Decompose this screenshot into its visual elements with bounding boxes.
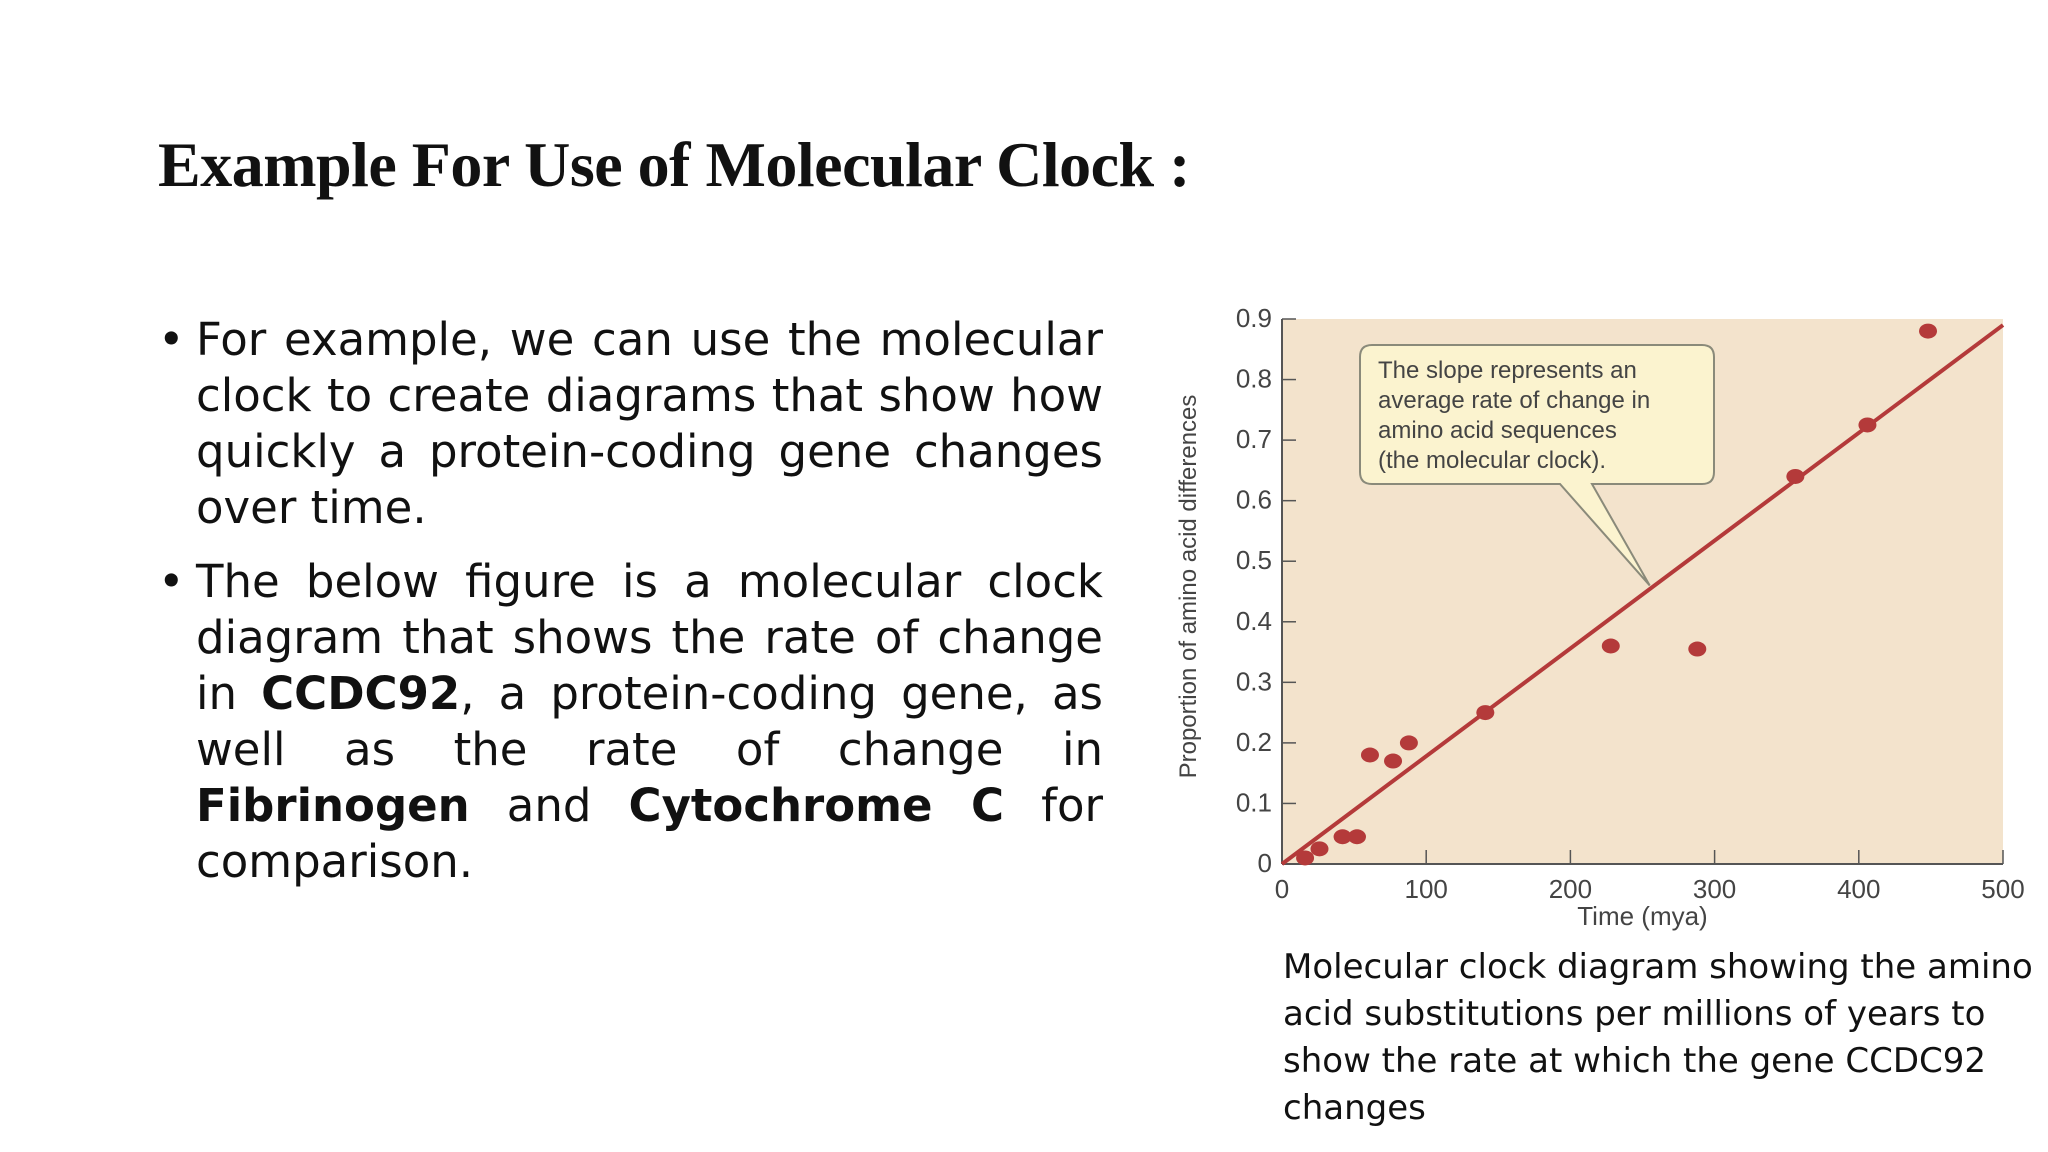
- y-tick-label: 0.5: [1235, 545, 1272, 576]
- data-point: [1400, 735, 1418, 750]
- bullet-text-2-part-3: , a protein-coding gene, as well as the rate of change in: [196, 667, 1103, 776]
- data-point: [1476, 705, 1494, 720]
- y-tick-label: 0.8: [1235, 363, 1272, 394]
- bullet-marker: •: [158, 313, 185, 366]
- bullet-marker: •: [158, 555, 185, 608]
- y-axis-label: Proportion of amino acid differences: [1175, 394, 1202, 779]
- y-tick-label: 0.1: [1235, 787, 1272, 818]
- data-point: [1296, 850, 1314, 865]
- x-tick-label: 400: [1837, 874, 1881, 904]
- gene-name-ccdc92: CCDC92: [261, 667, 461, 720]
- x-tick-label: 200: [1548, 874, 1593, 904]
- figure-caption: Molecular clock diagram showing the amino acid substitutions per millions of years to show the rate at which the gene CCDC92 changes: [1283, 947, 2033, 1128]
- y-tick-label: 0.9: [1235, 303, 1272, 333]
- data-point: [1688, 642, 1706, 657]
- x-tick-label: 300: [1692, 874, 1737, 904]
- y-tick-label: 0.6: [1235, 484, 1272, 515]
- y-tick-label: 0.7: [1235, 424, 1272, 455]
- x-tick-label: 100: [1404, 874, 1448, 904]
- data-point: [1858, 417, 1876, 432]
- x-tick-label: 0: [1274, 874, 1290, 904]
- bullet-list: [158, 312, 1103, 908]
- protein-name-fibrinogen: Fibrinogen: [196, 779, 470, 832]
- slide-title: Example For Use of Molecular Clock :: [158, 129, 1190, 200]
- bullet-text-2-part-1: The below figure is a molecular clock diagram that shows the rate of change in: [196, 555, 1103, 720]
- data-point: [1919, 324, 1937, 339]
- y-tick-label: 0: [1257, 848, 1272, 878]
- molecular-clock-chart: [1160, 296, 2025, 946]
- bullet-item-2: [158, 554, 1103, 890]
- y-tick-label: 0.4: [1235, 605, 1272, 636]
- bullet-item-1: [158, 312, 1103, 536]
- data-point: [1361, 748, 1379, 763]
- data-point: [1348, 829, 1366, 844]
- bullet-text-2-part-7: for comparison.: [196, 779, 1103, 888]
- bullet-text-1: For example, we can use the molecular clock to create diagrams that show how quickly a protein-coding gene changes over time.: [196, 313, 1103, 534]
- x-tick-label: 500: [1981, 874, 2025, 904]
- callout-line: (the molecular clock).: [1378, 447, 1607, 474]
- bullet-text-2-part-5: and: [469, 779, 629, 832]
- data-point: [1786, 469, 1804, 484]
- y-tick-label: 0.2: [1235, 726, 1272, 757]
- y-tick-label: 0.3: [1235, 666, 1272, 697]
- callout-line: The slope represents an: [1378, 357, 1637, 384]
- data-point: [1310, 841, 1328, 856]
- callout-line: average rate of change in: [1378, 387, 1651, 414]
- x-axis-label: Time (mya): [1577, 901, 1708, 931]
- protein-name-cytochrome-c: Cytochrome C: [628, 779, 1005, 832]
- callout-line: amino acid sequences: [1378, 417, 1617, 444]
- data-point: [1602, 639, 1620, 654]
- data-point: [1384, 754, 1402, 769]
